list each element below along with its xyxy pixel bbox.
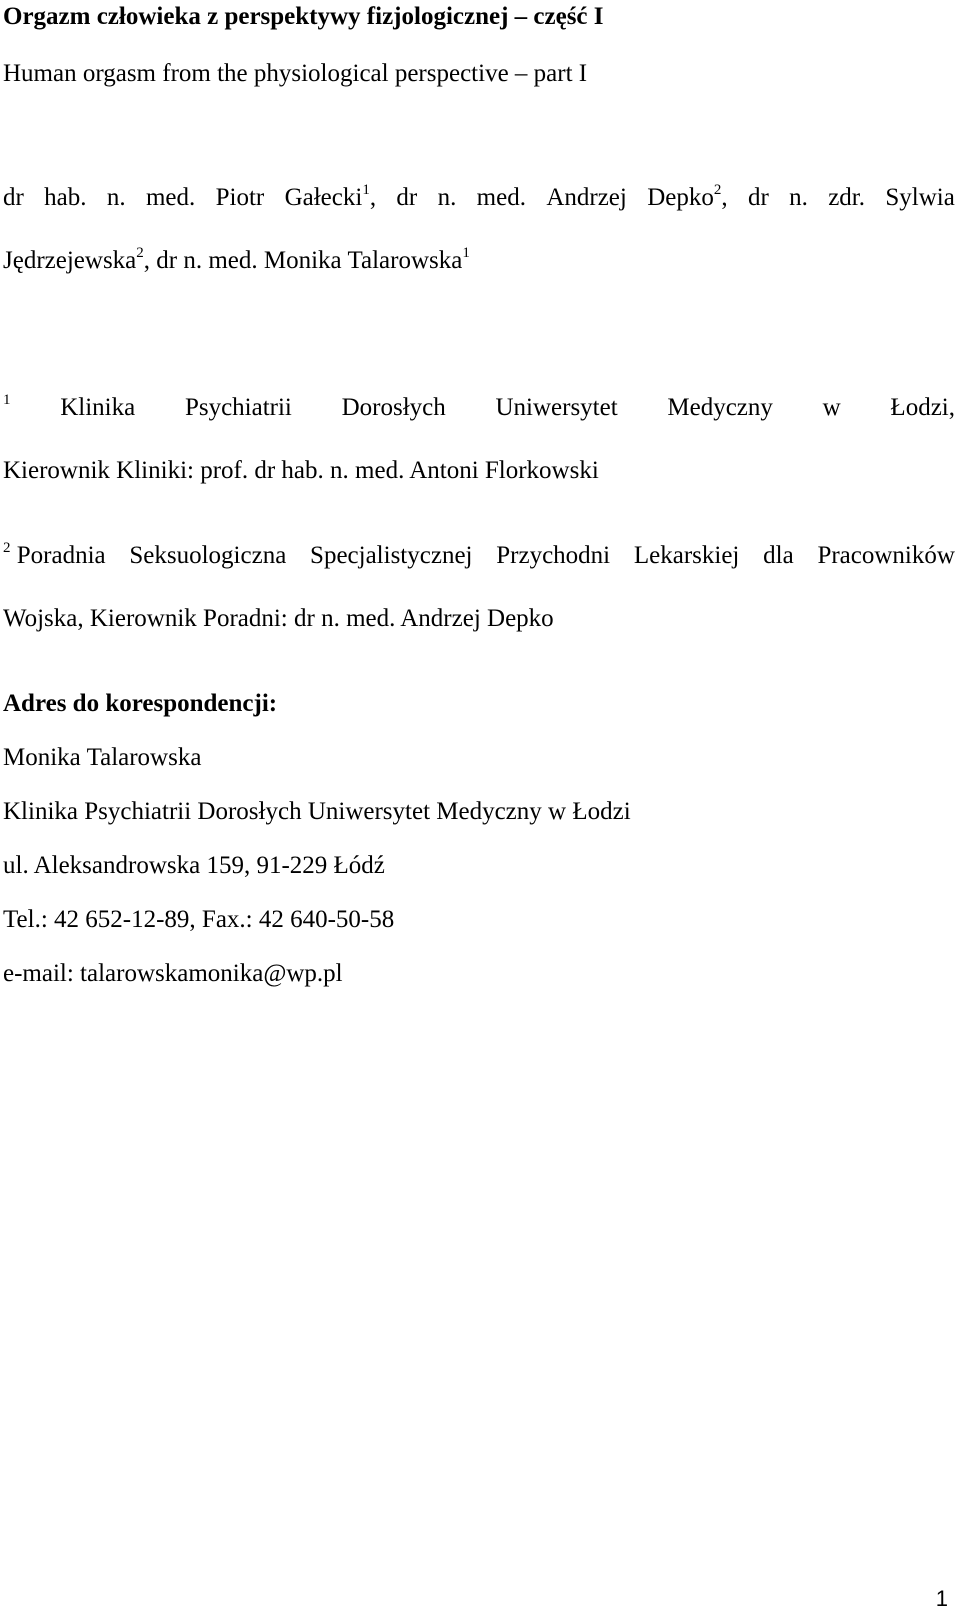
affiliation-2-line-2: Wojska, Kierownik Poradni: dr n. med. Andrzej Depko bbox=[3, 605, 554, 632]
affiliation-word: Uniwersytet bbox=[495, 394, 618, 421]
author-name-galecki: Gałecki$^1$, bbox=[284, 182, 377, 211]
correspondence-heading: Adres do korespondencji: bbox=[3, 690, 278, 717]
author-word: Sylwia bbox=[885, 184, 955, 211]
affiliation-2-line-1 bbox=[3, 541, 955, 571]
affiliation-word: Łodzi, bbox=[890, 394, 955, 421]
affiliation-word: dla bbox=[763, 542, 794, 569]
correspondence-street: ul. Aleksandrowska 159, 91-229 Łódź bbox=[3, 852, 385, 879]
affiliation-1-line-2: Kierownik Kliniki: prof. dr hab. n. med. Antoni Florkowski bbox=[3, 457, 599, 484]
affiliation-sup: 1 bbox=[462, 245, 470, 261]
author-name-depko: Depko$^2$, bbox=[647, 182, 728, 211]
affiliation-first-word: $^2$ Poradnia bbox=[3, 540, 106, 569]
affiliation-word: Medyczny bbox=[667, 394, 773, 421]
author-word: dr bbox=[747, 184, 769, 211]
affiliation-sup: 1 bbox=[362, 182, 370, 198]
authors-line-2: Jędrzejewska$^2$, dr n. med. Monika Talarowska$^1$ bbox=[3, 245, 470, 274]
affiliation-word: Psychiatrii bbox=[184, 394, 292, 421]
author-word: Andrzej bbox=[546, 184, 627, 211]
author-word: n. bbox=[106, 184, 126, 211]
author-word: med. bbox=[476, 184, 526, 211]
affiliation-word: Pracowników bbox=[817, 542, 955, 569]
affiliation-word: Specjalistycznej bbox=[310, 542, 473, 569]
title-english: Human orgasm from the physiological perspective – part I bbox=[3, 60, 588, 87]
author-word: Piotr bbox=[215, 184, 265, 211]
correspondence-email: e-mail: talarowskamonika@wp.pl bbox=[3, 960, 343, 987]
affiliation-sup: 2 bbox=[136, 245, 144, 261]
affiliation-1-line-1 bbox=[3, 393, 955, 423]
affiliation-word: w bbox=[822, 394, 841, 421]
author-word: med. bbox=[145, 184, 196, 211]
page-number: 1 bbox=[935, 1586, 948, 1611]
author-word: dr bbox=[396, 184, 418, 211]
correspondence-name: Monika Talarowska bbox=[3, 744, 202, 771]
affiliation-word: Lekarskiej bbox=[633, 542, 740, 569]
title-polish: Orgazm człowieka z perspektywy fizjologicznej – część I bbox=[3, 3, 604, 30]
affiliation-word: Seksuologiczna bbox=[129, 542, 287, 569]
author-word: hab. bbox=[44, 184, 87, 211]
affiliation-word: Przychodni bbox=[496, 542, 611, 569]
affiliation-word: Klinika bbox=[60, 394, 136, 421]
author-word: zdr. bbox=[828, 184, 865, 211]
author-word: dr bbox=[3, 184, 24, 211]
author-word: n. bbox=[437, 184, 457, 211]
affiliation-marker: 1 bbox=[3, 392, 11, 408]
correspondence-institution: Klinika Psychiatrii Dorosłych Uniwersytet Medyczny w Łodzi bbox=[3, 798, 631, 825]
affiliation-sup: 2 bbox=[713, 182, 722, 198]
author-word: n. bbox=[789, 184, 808, 211]
affiliation-word: Dorosłych bbox=[341, 394, 446, 421]
authors-line-1 bbox=[3, 183, 955, 213]
correspondence-phone: Tel.: 42 652-12-89, Fax.: 42 640-50-58 bbox=[3, 906, 395, 933]
